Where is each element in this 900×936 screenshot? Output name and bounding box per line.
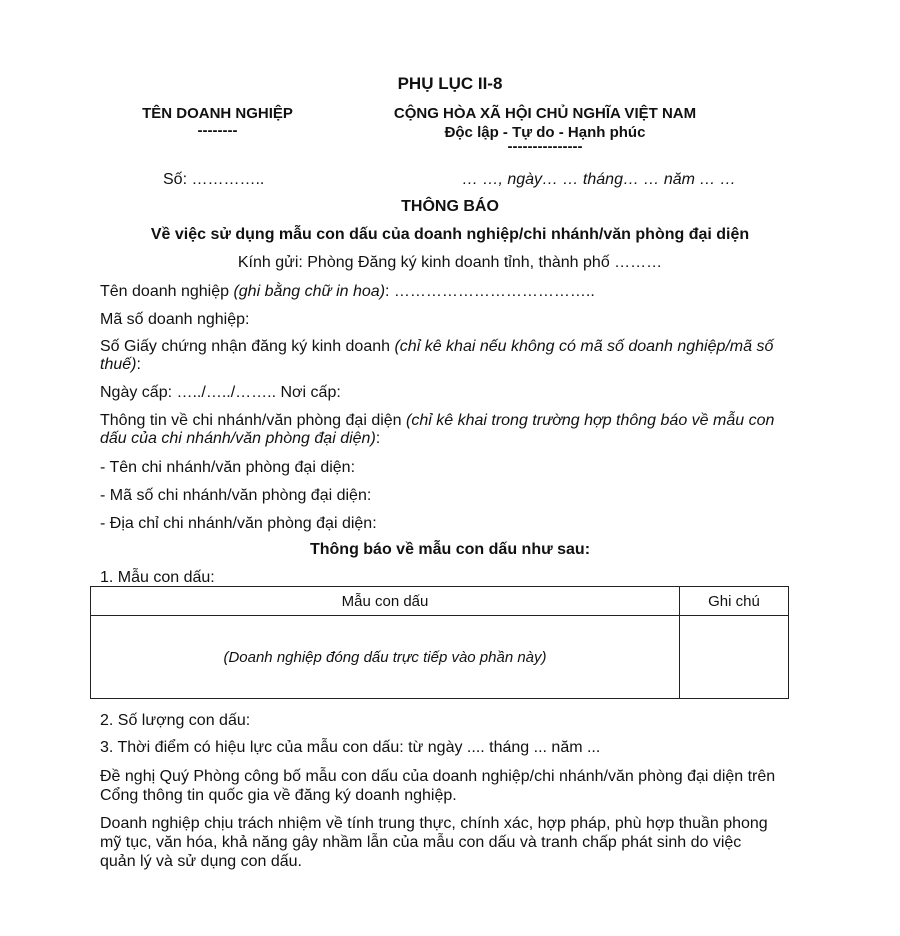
certificate-label: Số Giấy chứng nhận đăng ký kinh doanh [100, 338, 395, 355]
stamp-table [90, 586, 789, 699]
section-3-label: 3. Thời điểm có hiệu lực của mẫu con dấu: từ ngày .... tháng ... năm ... [100, 739, 601, 756]
branch-code-field: - Mã số chi nhánh/văn phòng đại diện: [100, 487, 372, 504]
national-motto: Độc lập - Tự do - Hạnh phúc [444, 124, 646, 141]
issue-date-field: Ngày cấp: …../…../…….. Nơi cấp: [100, 384, 341, 401]
stamp-column-header: Mẫu con dấu [91, 587, 680, 616]
branch-info-colon: : [375, 430, 381, 447]
motto-rule: --------------- [507, 138, 583, 155]
company-name-dots: : ……………………………….. [385, 283, 595, 300]
branch-address-field: - Địa chỉ chi nhánh/văn phòng đại diện: [100, 515, 377, 532]
section-2-label: 2. Số lượng con dấu: [100, 712, 251, 729]
request-line-1: Đề nghị Quý Phòng công bố mẫu con dấu của doanh nghiệp/chi nhánh/văn phòng đại diện trên [100, 768, 776, 785]
branch-info-label: Thông tin về chi nhánh/văn phòng đại diện [100, 412, 407, 429]
republic-heading: CỘNG HÒA XÃ HỘI CHỦ NGHĨA VIỆT NAM [393, 105, 697, 122]
appendix-title: PHỤ LỤC II-8 [397, 74, 503, 93]
request-line-2: Cổng thông tin quốc gia về đăng ký doanh nghiệp. [100, 787, 457, 804]
responsibility-line-2: mỹ tục, văn hóa, khả năng gây nhầm lẫn của mẫu con dấu và tranh chấp phát sinh do việc [100, 834, 742, 851]
document-number: Số: ………….. [163, 171, 265, 188]
note-cell [680, 616, 789, 699]
branch-info-field-cont [100, 429, 800, 449]
certificate-hint-2: thuế) [100, 356, 137, 373]
recipient-line: Kính gửi: Phòng Đăng ký kinh doanh tỉnh, thành phố ……… [237, 254, 663, 271]
stamp-area: (Doanh nghiệp đóng dấu trực tiếp vào phần này) [91, 616, 680, 699]
company-name-field [100, 282, 800, 302]
company-name-hint: (ghi bằng chữ in hoa) [233, 283, 386, 300]
branch-name-field: - Tên chi nhánh/văn phòng đại diện: [100, 459, 356, 476]
certificate-field [100, 337, 800, 357]
enterprise-code-field: Mã số doanh nghiệp: [100, 311, 250, 328]
document-subject: Về việc sử dụng mẫu con dấu của doanh nghiệp/chi nhánh/văn phòng đại diện [150, 226, 750, 243]
branch-info-field [100, 411, 800, 431]
branch-info-hint-2: dấu của chi nhánh/văn phòng đại diện) [100, 430, 376, 447]
company-label: TÊN DOANH NGHIỆP [142, 105, 293, 122]
note-column-header: Ghi chú [680, 587, 789, 616]
certificate-colon: : [136, 356, 141, 373]
document-title: THÔNG BÁO [401, 198, 499, 215]
certificate-hint-1: (chỉ kê khai nếu không có mã số doanh nghiệp/mã số [394, 338, 774, 355]
responsibility-line-1: Doanh nghiệp chịu trách nhiệm về tính trung thực, chính xác, hợp pháp, phù hợp thuần phong [100, 815, 768, 832]
document-date: … …, ngày… … tháng… … năm … … [462, 171, 736, 188]
responsibility-line-3: quản lý và sử dụng con dấu. [100, 853, 302, 870]
branch-info-hint-1: (chỉ kê khai trong trường hợp thông báo về mẫu con [406, 412, 775, 429]
certificate-field-cont [100, 355, 800, 375]
section-1-label: 1. Mẫu con dấu: [100, 569, 215, 586]
stamp-table-row [91, 616, 789, 699]
stamp-table-header [91, 587, 789, 616]
company-rule: -------- [197, 122, 238, 139]
notice-heading: Thông báo về mẫu con dấu như sau: [309, 541, 591, 558]
company-name-label: Tên doanh nghiệp [100, 283, 234, 300]
